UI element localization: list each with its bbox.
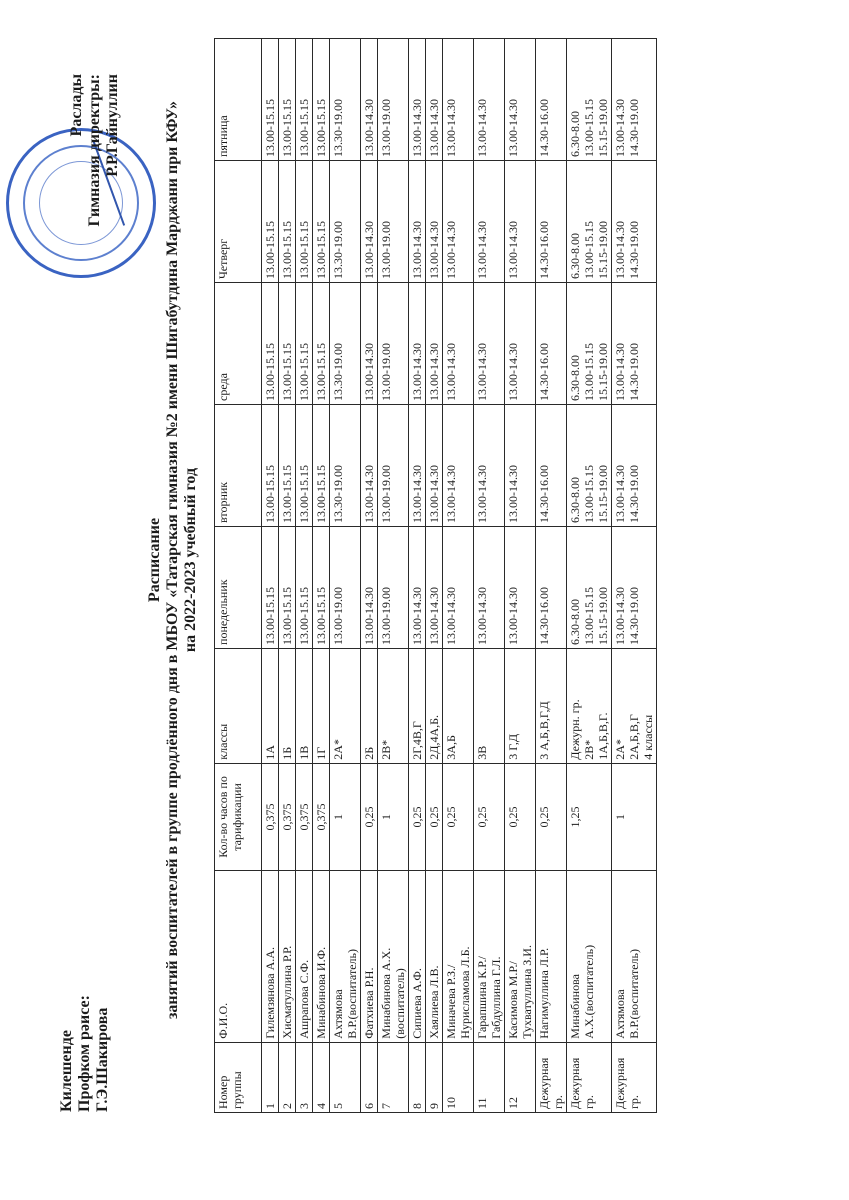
- director-name: Р.Р.Гайнуллин: [104, 74, 121, 177]
- cell-tuesday: 13.00-19.00: [378, 405, 409, 527]
- cell-group-no: 10: [443, 1042, 474, 1112]
- cell-thursday: 13.00-19.00: [378, 161, 409, 283]
- cell-classes: 1В: [296, 648, 313, 763]
- cell-monday: 13.00-15.15: [279, 526, 296, 648]
- cell-monday: 13.00-14.30: [409, 526, 426, 648]
- cell-group-no: Дежурная гр.: [536, 1042, 567, 1112]
- header-classes: классы: [215, 648, 262, 763]
- table-row: [361, 39, 378, 1113]
- cell-monday: 13.00-14.30: [474, 526, 505, 648]
- cell-tuesday: 13.00-14.30: [443, 405, 474, 527]
- cell-friday: 13.00-14.30: [443, 39, 474, 161]
- header-thursday: Четверг: [215, 161, 262, 283]
- cell-group-no: 11: [474, 1042, 505, 1112]
- cell-group-no: 8: [409, 1042, 426, 1112]
- cell-wednesday: 14.30-16.00: [536, 283, 567, 405]
- cell-teacher-name: Сипиева А.Ф.: [409, 871, 426, 1043]
- cell-teacher-name: Ашрапова С.Ф.: [296, 871, 313, 1043]
- cell-teacher-name: Фатхиева Р.Н.: [361, 871, 378, 1043]
- table-row: [279, 39, 296, 1113]
- cell-classes: 2В*: [378, 648, 409, 763]
- title-line-2: занятий воспитателей в группе продлённого дня в МБОУ «Татарская гимназия №2 имени Шигабутдина Марджани при КФУ»: [164, 100, 181, 1020]
- cell-group-no: 2: [279, 1042, 296, 1112]
- cell-teacher-name: Минабинова А.Х.(воспитатель): [567, 871, 612, 1043]
- cell-tuesday: 13.00-15.15: [313, 405, 330, 527]
- cell-group-no: 4: [313, 1042, 330, 1112]
- cell-hours: 0,25: [536, 763, 567, 870]
- header-group-no: Номер группы: [215, 1042, 262, 1112]
- cell-teacher-name: Ахтямова В.Р.(воспитатель): [330, 871, 361, 1043]
- cell-monday: 13.00-14.30 14.30-19.00: [612, 526, 657, 648]
- cell-monday: 14.30-16.00: [536, 526, 567, 648]
- cell-teacher-name: Хисматуллина Р.Р.: [279, 871, 296, 1043]
- cell-friday: 13.00-14.30: [505, 39, 536, 161]
- cell-wednesday: 13.00-15.15: [279, 283, 296, 405]
- cell-group-no: 1: [262, 1042, 279, 1112]
- header-hours: Кол-во часов по тарификации: [215, 763, 262, 870]
- cell-hours: 0,25: [505, 763, 536, 870]
- cell-group-no: 5: [330, 1042, 361, 1112]
- cell-classes: 3В: [474, 648, 505, 763]
- union-chair-name: Г.Э.Шакирова: [94, 1007, 111, 1112]
- cell-tuesday: 6.30-8.00 13.00-15.15 15.15-19.00: [567, 405, 612, 527]
- table-row: [330, 39, 361, 1113]
- cell-friday: 13.00-15.15: [279, 39, 296, 161]
- cell-tuesday: 13.30-19.00: [330, 405, 361, 527]
- cell-tuesday: 13.00-14.30: [361, 405, 378, 527]
- cell-thursday: 13.00-15.15: [313, 161, 330, 283]
- table-row: [474, 39, 505, 1113]
- cell-friday: 13.00-15.15: [313, 39, 330, 161]
- cell-teacher-name: Минабинова А.Х. (воспитатель): [378, 871, 409, 1043]
- table-row: [536, 39, 567, 1113]
- cell-hours: 0,25: [361, 763, 378, 870]
- cell-monday: 13.00-14.30: [443, 526, 474, 648]
- cell-wednesday: 13.00-14.30: [361, 283, 378, 405]
- cell-classes: 3 А,Б,В,Г,Д: [536, 648, 567, 763]
- table-row: [612, 39, 657, 1113]
- cell-teacher-name: Миначева Р.З./ Нурисламова Л.Б.: [443, 871, 474, 1043]
- cell-group-no: 12: [505, 1042, 536, 1112]
- cell-wednesday: 13.00-14.30: [474, 283, 505, 405]
- cell-hours: 1: [330, 763, 361, 870]
- cell-tuesday: 13.00-14.30: [409, 405, 426, 527]
- cell-teacher-name: Гарапшина К.Р./ Габдуллина Г.Л.: [474, 871, 505, 1043]
- cell-friday: 13.00-15.15: [296, 39, 313, 161]
- table-row: [262, 39, 279, 1113]
- cell-thursday: 13.00-15.15: [279, 161, 296, 283]
- cell-tuesday: 13.00-15.15: [262, 405, 279, 527]
- cell-hours: 0,25: [443, 763, 474, 870]
- cell-hours: 1: [378, 763, 409, 870]
- approval-right: [68, 74, 122, 334]
- cell-teacher-name: Ахтямова В.Р.(воспитатель): [612, 871, 657, 1043]
- cell-group-no: 7: [378, 1042, 409, 1112]
- table-row: [567, 39, 612, 1113]
- cell-thursday: 13.00-14.30: [426, 161, 443, 283]
- cell-classes: 2Д,4А,Б.: [426, 648, 443, 763]
- cell-classes: 1Б: [279, 648, 296, 763]
- cell-wednesday: 13.30-19.00: [330, 283, 361, 405]
- cell-classes: 1Г: [313, 648, 330, 763]
- cell-monday: 6.30-8.00 13.00-15.15 15.15-19.00: [567, 526, 612, 648]
- cell-thursday: 13.00-14.30: [361, 161, 378, 283]
- cell-wednesday: 13.00-14.30: [505, 283, 536, 405]
- cell-monday: 13.00-15.15: [296, 526, 313, 648]
- header-friday: пятница: [215, 39, 262, 161]
- cell-wednesday: 6.30-8.00 13.00-15.15 15.15-19.00: [567, 283, 612, 405]
- cell-group-no: Дежурная гр.: [612, 1042, 657, 1112]
- title-line-3: на 2022-2023 учебный год: [182, 467, 199, 653]
- director-label: Гимназия директры:: [86, 74, 103, 227]
- cell-monday: 13.00-19.00: [330, 526, 361, 648]
- cell-monday: 13.00-14.30: [426, 526, 443, 648]
- cell-thursday: 13.00-14.30: [409, 161, 426, 283]
- title-line-1: Расписание: [146, 517, 163, 603]
- cell-hours: 0,25: [474, 763, 505, 870]
- table-row: [378, 39, 409, 1113]
- cell-friday: 13.00-14.30: [474, 39, 505, 161]
- cell-tuesday: 13.00-14.30: [426, 405, 443, 527]
- cell-teacher-name: Хаялиева Л.В.: [426, 871, 443, 1043]
- cell-monday: 13.00-15.15: [313, 526, 330, 648]
- cell-hours: 0,375: [313, 763, 330, 870]
- cell-group-no: 3: [296, 1042, 313, 1112]
- header-fio: Ф.И.О.: [215, 871, 262, 1043]
- approved-label: Раслады: [68, 74, 85, 137]
- cell-group-no: 9: [426, 1042, 443, 1112]
- cell-teacher-name: Касимова М.Р./ Тухватуллина З.И.: [505, 871, 536, 1043]
- header-tuesday: вторник: [215, 405, 262, 527]
- cell-classes: 2Г,4В,Г: [409, 648, 426, 763]
- cell-classes: 2А*: [330, 648, 361, 763]
- cell-hours: 0,375: [262, 763, 279, 870]
- cell-group-no: 6: [361, 1042, 378, 1112]
- cell-friday: 13.00-19.00: [378, 39, 409, 161]
- cell-tuesday: 13.00-14.30: [505, 405, 536, 527]
- table-body: [262, 39, 657, 1113]
- table-header-row: [215, 39, 262, 1113]
- header-wednesday: среда: [215, 283, 262, 405]
- cell-friday: 13.00-15.15: [262, 39, 279, 161]
- cell-monday: 13.00-19.00: [378, 526, 409, 648]
- table-row: [505, 39, 536, 1113]
- cell-hours: 0,25: [426, 763, 443, 870]
- cell-thursday: 13.00-14.30 14.30-19.00: [612, 161, 657, 283]
- schedule-table: [214, 38, 657, 1113]
- cell-wednesday: 13.00-14.30: [443, 283, 474, 405]
- cell-tuesday: 13.00-14.30: [474, 405, 505, 527]
- cell-classes: 2А* 2А,Б,В,Г 4 классы: [612, 648, 657, 763]
- cell-classes: 3 Г,Д: [505, 648, 536, 763]
- cell-thursday: 13.00-14.30: [474, 161, 505, 283]
- cell-wednesday: 13.00-14.30: [426, 283, 443, 405]
- table-row: [313, 39, 330, 1113]
- table-row: [296, 39, 313, 1113]
- header-monday: понедельник: [215, 526, 262, 648]
- cell-friday: 13.00-14.30: [361, 39, 378, 161]
- table-row: [443, 39, 474, 1113]
- union-chair-label: Профком рәисе:: [76, 995, 93, 1112]
- cell-wednesday: 13.00-14.30 14.30-19.00: [612, 283, 657, 405]
- cell-group-no: Дежурная гр.: [567, 1042, 612, 1112]
- cell-thursday: 13.00-14.30: [505, 161, 536, 283]
- cell-hours: 1,25: [567, 763, 612, 870]
- cell-wednesday: 13.00-15.15: [313, 283, 330, 405]
- cell-wednesday: 13.00-19.00: [378, 283, 409, 405]
- cell-wednesday: 13.00-15.15: [262, 283, 279, 405]
- cell-thursday: 13.30-19.00: [330, 161, 361, 283]
- cell-tuesday: 13.00-15.15: [296, 405, 313, 527]
- cell-teacher-name: Гилемзянова А.А.: [262, 871, 279, 1043]
- cell-hours: 0,375: [279, 763, 296, 870]
- cell-thursday: 13.00-14.30: [443, 161, 474, 283]
- cell-hours: 1: [612, 763, 657, 870]
- cell-friday: 13.00-14.30: [409, 39, 426, 161]
- cell-friday: 13.00-14.30: [426, 39, 443, 161]
- cell-friday: 6.30-8.00 13.00-15.15 15.15-19.00: [567, 39, 612, 161]
- table-row: [409, 39, 426, 1113]
- cell-hours: 0,25: [409, 763, 426, 870]
- cell-classes: 1А: [262, 648, 279, 763]
- cell-monday: 13.00-15.15: [262, 526, 279, 648]
- cell-teacher-name: Нагимуллина Л.Р.: [536, 871, 567, 1043]
- cell-tuesday: 13.00-14.30 14.30-19.00: [612, 405, 657, 527]
- cell-classes: Дежурн. гр. 2В* 1А,Б,В,Г.: [567, 648, 612, 763]
- cell-monday: 13.00-14.30: [361, 526, 378, 648]
- agreed-label: Килешенде: [58, 1030, 75, 1112]
- cell-thursday: 13.00-15.15: [296, 161, 313, 283]
- approval-left: [58, 995, 112, 1112]
- cell-wednesday: 13.00-14.30: [409, 283, 426, 405]
- cell-classes: 2Б: [361, 648, 378, 763]
- cell-thursday: 14.30-16.00: [536, 161, 567, 283]
- cell-monday: 13.00-14.30: [505, 526, 536, 648]
- cell-hours: 0,375: [296, 763, 313, 870]
- table-row: [426, 39, 443, 1113]
- cell-friday: 14.30-16.00: [536, 39, 567, 161]
- cell-tuesday: 14.30-16.00: [536, 405, 567, 527]
- cell-classes: 3А,Б: [443, 648, 474, 763]
- cell-thursday: 13.00-15.15: [262, 161, 279, 283]
- cell-thursday: 6.30-8.00 13.00-15.15 15.15-19.00: [567, 161, 612, 283]
- cell-tuesday: 13.00-15.15: [279, 405, 296, 527]
- cell-wednesday: 13.00-15.15: [296, 283, 313, 405]
- cell-friday: 13.00-14.30 14.30-19.00: [612, 39, 657, 161]
- cell-friday: 13.30-19.00: [330, 39, 361, 161]
- cell-teacher-name: Минабинова И.Ф.: [313, 871, 330, 1043]
